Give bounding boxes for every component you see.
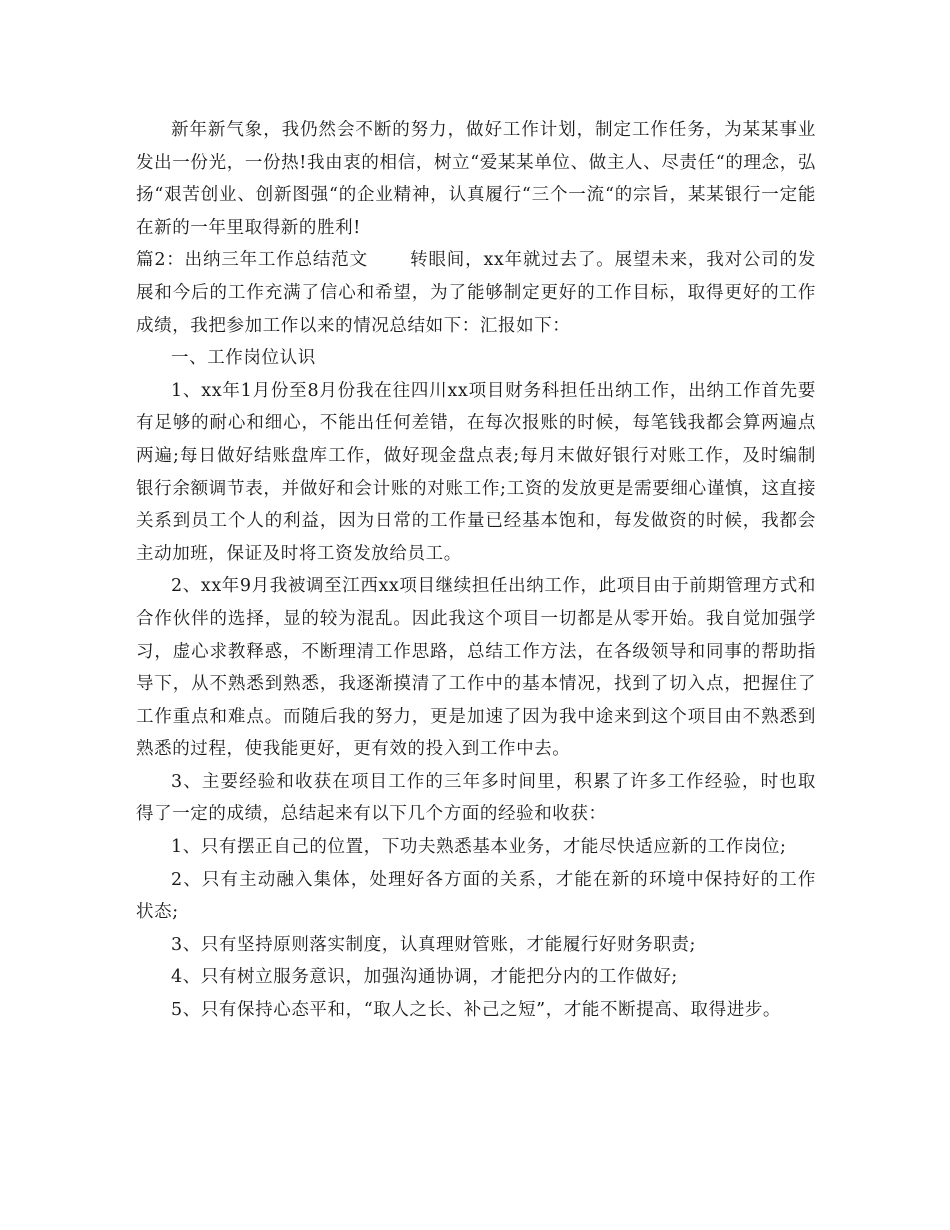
paragraph-experience-summary: 3、主要经验和收获在项目工作的三年多时间里，积累了许多工作经验，时也取得了一定的成绩，总结起来有以下几个方面的经验和收获： [136,771,816,825]
section-intro: 转眼间，xx年就过去了。展望未来，我对公司的发展和今后的工作充满了信心和希望，为了能够制定更好的工作目标，取得更好的工作成绩，我把参加工作以来的情况总结如下：汇报如下： [136,250,816,336]
list-item-1: 1、只有摆正自己的位置，下功夫熟悉基本业务，才能尽快适应新的工作岗位; [171,837,787,858]
paragraph-closing-remarks: 新年新气象，我仍然会不断的努力，做好工作计划，制定工作任务，为某某事业发出一份光，一份热!我由衷的相信，树立“爱某某单位、做主人、尽责任“的理念，弘扬“艰苦创业、创新图强“的企业精神，认真履行“三个一流“的宗旨，某某银行一定能在新的一年里取得新的胜利! [136,120,816,238]
subheading-job-understanding: 一、工作岗位认识 [171,348,316,369]
list-item-4: 4、只有树立服务意识，加强沟通协调，才能把分内的工作做好; [171,967,678,988]
section-heading: 篇2：出纳三年工作总结范文 [136,250,368,271]
list-item-2: 2、只有主动融入集体，处理好各方面的关系，才能在新的环境中保持好的工作状态; [136,869,816,923]
list-item-3: 3、只有坚持原则落实制度，认真理财管账，才能履行好财务职责; [171,934,697,955]
document-body [136,114,816,1027]
paragraph-sichuan-project: 1、xx年1月份至8月份我在往四川xx项目财务科担任出纳工作，出纳工作首先要有足够的耐心和细心，不能出任何差错，在每次报账的时候，每笔钱我都会算两遍点两遍;每日做好结账盘库工作，做好现金盘点表;每月末做好银行对账工作，及时编制银行余额调节表，并做好和会计账的对账工作;工资的发放更是需要细心谨慎，这直接关系到员工个人的利益，因为日常的工作量已经基本饱和，每发做资的时候，我都会主动加班，保证及时将工资发放给员工。 [136,380,816,564]
paragraph-section-two [136,244,816,342]
list-item-5: 5、只有保持心态平和，“取人之长、补己之短”，才能不断提高、取得进步。 [171,1000,782,1021]
paragraph-jiangxi-project: 2、xx年9月我被调至江西xx项目继续担任出纳工作，此项目由于前期管理方式和合作伙伴的选择，显的较为混乱。因此我这个项目一切都是从零开始。我自觉加强学习，虚心求教释惑，不断理清工作思路，总结工作方法，在各级领导和同事的帮助指导下，从不熟悉到熟悉，我逐渐摸清了工作中的基本情况，找到了切入点，把握住了工作重点和难点。而随后我的努力，更是加速了因为我中途来到这个项目由不熟悉到熟悉的过程，使我能更好，更有效的投入到工作中去。 [136,576,816,760]
